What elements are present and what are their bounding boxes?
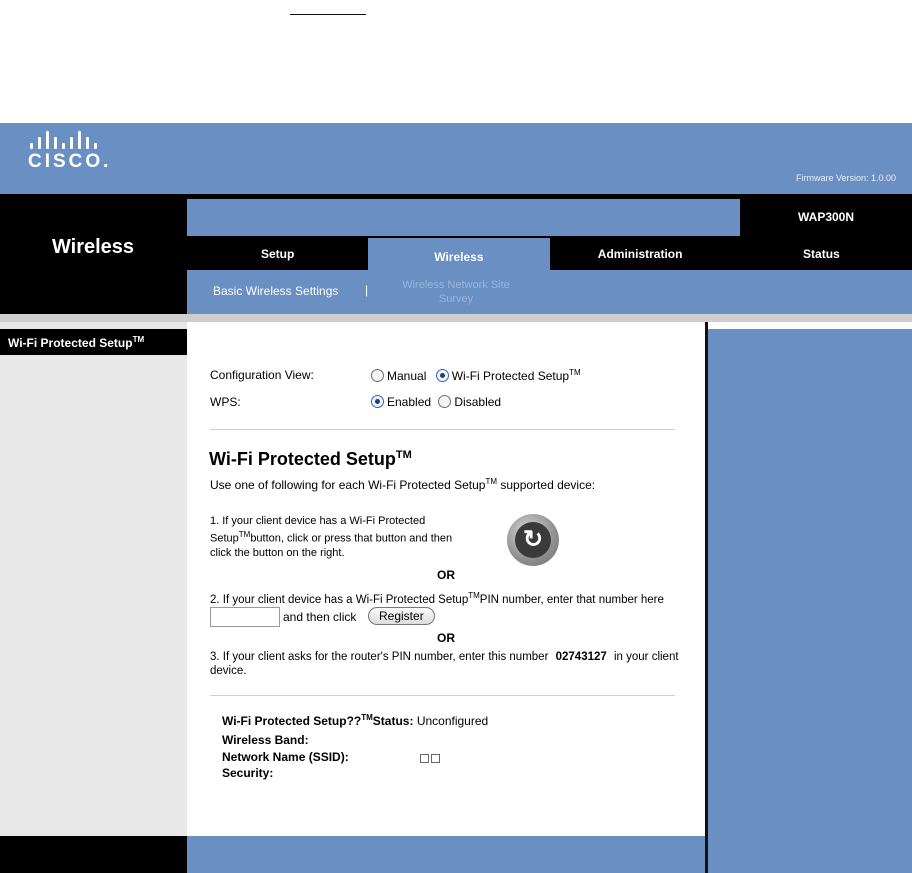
method-2-pre: 2. If your client device has a Wi-Fi Protected Setup — [210, 593, 469, 606]
method-1-line-a: 1. If your client device has a Wi-Fi Protected — [210, 515, 426, 527]
ssid-glyph-box — [431, 754, 440, 763]
client-pin-input[interactable] — [210, 607, 280, 627]
method-2-tm: TM — [468, 591, 480, 600]
wps-intro-tm: TM — [485, 477, 498, 486]
ssid-label: Network Name (SSID): — [222, 750, 349, 764]
product-strip — [187, 199, 740, 236]
divider-2 — [210, 695, 675, 696]
method-3-text — [210, 650, 705, 678]
tab-setup[interactable]: Setup — [187, 238, 368, 270]
config-view-options — [371, 368, 581, 383]
divider-1 — [210, 429, 675, 430]
sidebar-label — [0, 329, 187, 355]
subnav-separator: | — [365, 283, 369, 297]
config-view-label: Configuration View: — [210, 368, 314, 382]
radio-wps-tm: TM — [569, 368, 581, 377]
register-button[interactable]: Register — [368, 607, 435, 625]
wps-intro — [210, 475, 595, 492]
or-1: OR — [437, 568, 455, 582]
radio-enabled-label: Enabled — [387, 395, 432, 409]
main-tabs — [187, 238, 912, 270]
radio-wps[interactable] — [436, 369, 449, 382]
cisco-logo — [28, 131, 111, 173]
footer-main — [187, 836, 705, 873]
wps-status-suffix: Status: — [372, 714, 414, 728]
security-label: Security: — [222, 766, 274, 780]
firmware-version: Firmware Version: 1.0.00 — [795, 173, 896, 183]
tab-administration[interactable]: Administration — [550, 238, 731, 270]
subnav-basic-wireless-settings[interactable]: Basic Wireless Settings — [213, 284, 339, 298]
radio-disabled[interactable] — [438, 395, 451, 408]
left-sidebar — [0, 322, 187, 836]
radio-disabled-label: Disabled — [454, 395, 502, 409]
header-divider — [0, 314, 912, 322]
method-1-line-b — [210, 528, 500, 546]
method-1-line-c: click the button on the right. — [210, 546, 345, 559]
radio-manual[interactable] — [371, 369, 384, 382]
sidebar-tm: TM — [132, 335, 145, 344]
footer-left — [0, 836, 187, 873]
wps-status-value: Unconfigured — [416, 714, 489, 728]
wps-title-tm: TM — [395, 449, 412, 461]
wps-title — [209, 449, 412, 470]
wps-title-text: Wi-Fi Protected Setup — [209, 449, 396, 469]
cisco-wordmark: CISCO. — [28, 151, 112, 172]
cisco-bars-icon — [30, 131, 111, 149]
radio-enabled[interactable] — [371, 395, 384, 408]
method-3-a: 3. If your client asks for the router's PIN number, enter this number — [210, 651, 549, 663]
wps-status-label: Wi-Fi Protected Setup?? — [222, 714, 362, 728]
wps-intro-post: supported device: — [497, 478, 596, 492]
router-pin: 02743127 — [555, 651, 607, 663]
method-3-b: in your client — [613, 651, 679, 663]
tab-wireless[interactable]: Wireless — [368, 238, 549, 270]
header-banner — [0, 123, 912, 194]
radio-wps-label: Wi-Fi Protected Setup — [451, 369, 570, 383]
wps-status-tm: TM — [361, 713, 373, 722]
method-1-tm: TM — [238, 530, 251, 539]
subnav-site-survey[interactable]: Wireless Network Site Survey — [402, 279, 510, 305]
method-1-text — [210, 514, 500, 560]
section-title: Wireless — [51, 236, 135, 258]
tab-status[interactable]: Status — [731, 238, 912, 270]
wps-status-row — [222, 713, 488, 728]
method-3-c: device. — [210, 665, 247, 677]
or-2: OR — [437, 631, 455, 645]
wps-intro-pre: Use one of following for each Wi-Fi Protected Setup — [210, 478, 486, 492]
wireless-band-label: Wireless Band: — [222, 733, 309, 747]
method-1-setup: Setup — [210, 532, 239, 545]
top-rule — [290, 14, 366, 15]
ssid-glyph-box — [420, 754, 429, 763]
ssid-value — [420, 752, 442, 766]
method-2-text — [210, 589, 664, 607]
method-2-then: and then click — [283, 610, 357, 624]
wps-push-button[interactable] — [507, 514, 559, 566]
model-name: WAP300N — [797, 210, 855, 224]
wps-label: WPS: — [210, 395, 241, 409]
method-2-post: PIN number, enter that number here — [479, 593, 664, 606]
right-panel — [708, 329, 912, 873]
radio-manual-label: Manual — [387, 369, 427, 383]
wps-arrows-icon: ↻ — [515, 522, 551, 558]
method-1-button-text: button, click or press that button and then — [250, 532, 453, 545]
sidebar-label-text: Wi-Fi Protected Setup — [8, 336, 133, 350]
subnav — [187, 270, 912, 314]
wps-options — [371, 395, 501, 409]
